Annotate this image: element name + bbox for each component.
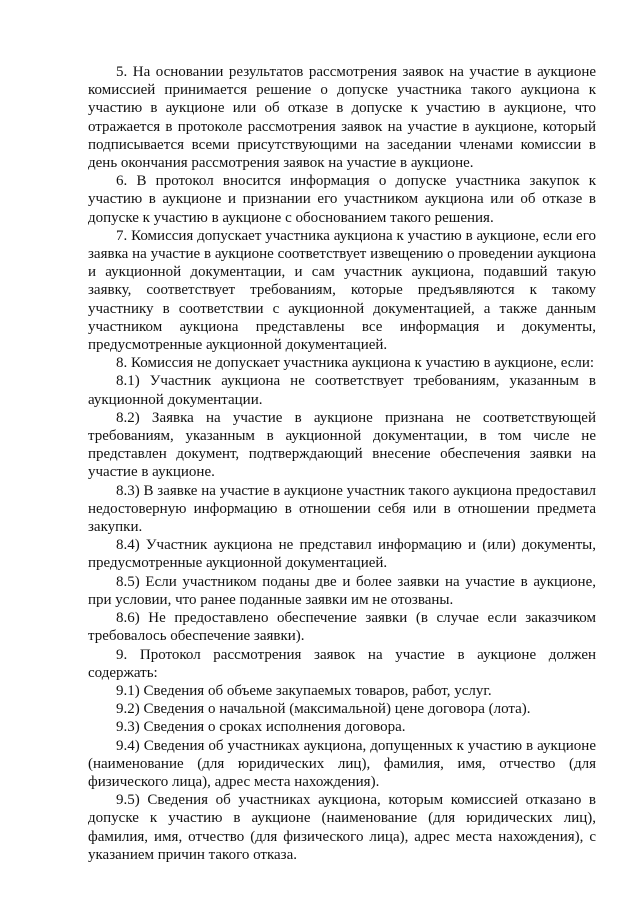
paragraph-8-1: 8.1) Участник аукциона не соответствует требованиям, указанным в аукционной документации. <box>88 373 596 408</box>
paragraph-8-6: 8.6) Не предоставлено обеспечение заявки (в случае если заказчиком требовалось обеспечение заявки). <box>88 610 596 645</box>
paragraph-9-3: 9.3) Сведения о сроках исполнения договора. <box>116 719 406 736</box>
paragraph-8-5: 8.5) Если участником поданы две и более заявки на участие в аукционе, при условии, что ранее поданные заявки им не отозваны. <box>88 573 596 608</box>
paragraph-7: 7. Комиссия допускает участника аукциона к участию в аукционе, если его заявка на участие в аукционе соответствует извещению о проведении аукциона и аукционной документации, и сам участник аукциона, подавший такую заявку, соответствует требованиям, которые предъявляются к такому участнику в соответствии с аукционной документацией, а также данным участником аукциона представлены все информация и документы, предусмотренные аукционной документацией. <box>88 227 596 354</box>
paragraph-9-4: 9.4) Сведения об участниках аукциона, допущенных к участию в аукционе (наименование (для юридических лиц), фамилия, имя, отчество (для физического лица), адрес места нахождения). <box>88 737 596 790</box>
paragraph-9-2: 9.2) Сведения о начальной (максимальной) цене договора (лота). <box>116 701 531 718</box>
paragraph-9-5: 9.5) Сведения об участниках аукциона, которым комиссией отказано в допуске к участию в аукционе (наименование (для юридических лиц), фамилия, имя, отчество (для физического лица), адрес места нахождения), с указанием причин такого отказа. <box>88 792 596 863</box>
paragraph-9: 9. Протокол рассмотрения заявок на участие в аукционе должен содержать: <box>88 646 596 681</box>
paragraph-8-2: 8.2) Заявка на участие в аукционе признана не соответствующей требованиям, указанным в аукционной документации, в том числе не представлен документ, подтверждающий внесение обеспечения заявки на участие в аукционе. <box>88 409 596 481</box>
paragraph-9-1: 9.1) Сведения об объеме закупаемых товаров, работ, услуг. <box>116 682 492 699</box>
document-page <box>88 63 596 864</box>
paragraph-8-3: 8.3) В заявке на участие в аукционе участник такого аукциона предоставил недостоверную информацию в отношении себя или в отношении предмета закупки. <box>88 482 596 536</box>
paragraph-5: 5. На основании результатов рассмотрения заявок на участие в аукционе комиссией принимается решение о допуске участника такого аукциона к участию в аукционе или об отказе в допуске к участию в аукционе, что отражается в протоколе рассмотрения заявок на участие в аукционе, который подписывается всеми присутствующими на заседании членами комиссии в день окончания рассмотрения заявок на участие в аукционе. <box>88 64 596 172</box>
paragraph-6: 6. В протокол вносится информация о допуске участника закупок к участию в аукционе и признании его участником аукциона или об отказе в допуске к участию в аукционе с обоснованием такого решения. <box>88 173 596 226</box>
paragraph-8-4: 8.4) Участник аукциона не представил информацию и (или) документы, предусмотренные аукционной документацией. <box>88 537 596 572</box>
paragraph-8: 8. Комиссия не допускает участника аукциона к участию в аукционе, если: <box>116 355 595 372</box>
